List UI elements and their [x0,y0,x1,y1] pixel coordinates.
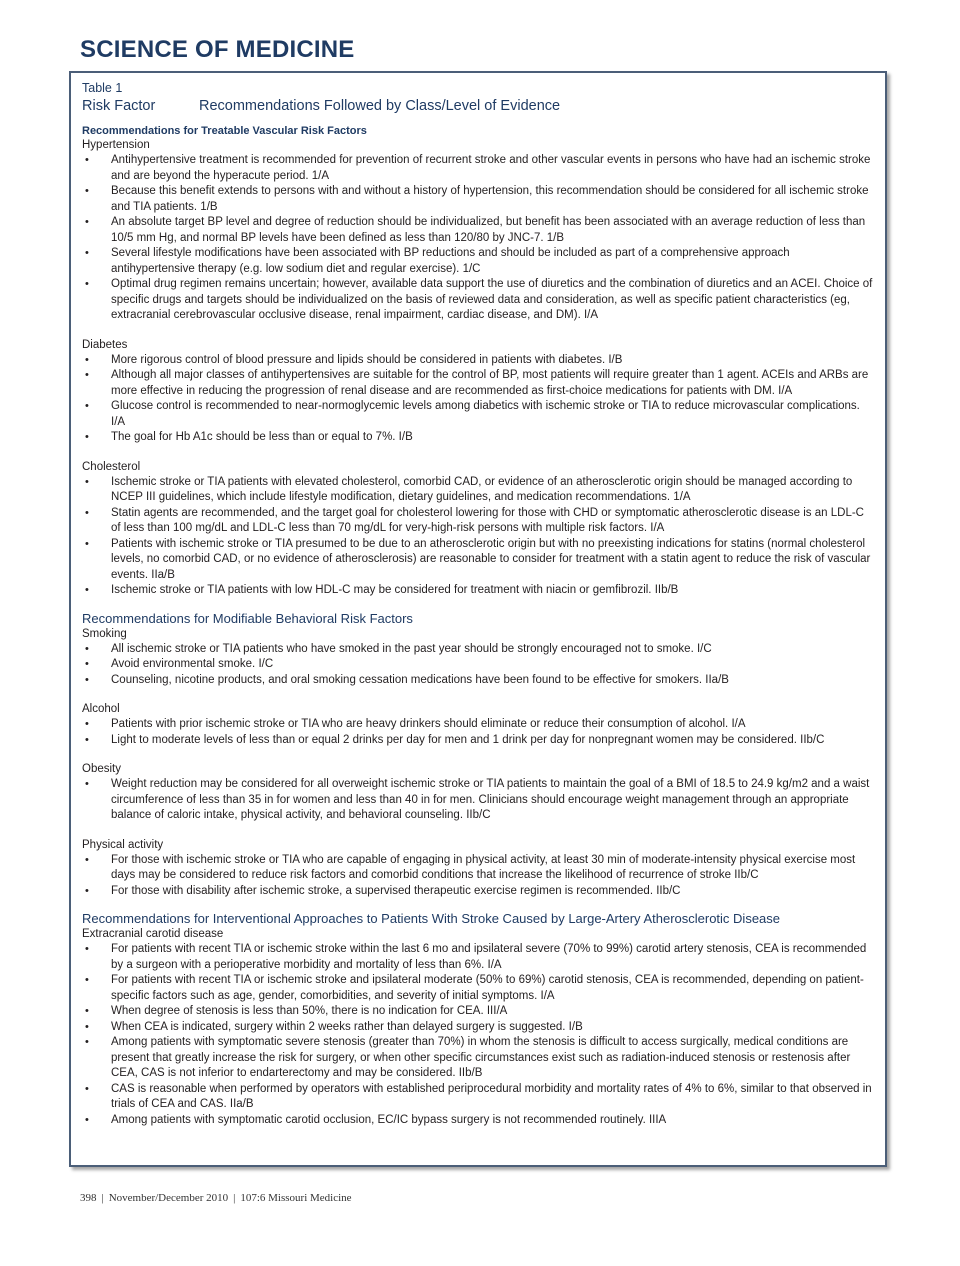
recommendation-list [82,353,875,446]
category-list [82,124,875,1128]
risk-factor-name: Obesity [82,763,121,775]
recommendation-item: • For those with disability after ischemic stroke, a supervised therapeutic exercise regimen is recommended. IIb/C [82,884,875,900]
risk-factor-group [82,460,875,599]
recommendation-item: • The goal for Hb A1c should be less than or equal to 7%. I/B [82,430,875,446]
recommendation-item: • Among patients with symptomatic carotid occlusion, EC/IC bypass surgery is not recommended routinely. IIIA [82,1113,875,1129]
recommendation-item: • Among patients with symptomatic severe stenosis (greater than 70%) in whom the stenosis is difficult to access surgically, medical conditions are present that greatly increase the risk for surgery, or when other specific circumstances exist such as radiation-induced stenosis or restenosis after CEA, CAS is not inferior to endarterectomy and may be considered. IIb/B [82,1035,875,1082]
recommendation-item: • Light to moderate levels of less than or equal 2 drinks per day for men and 1 drink per day for nonpregnant women may be considered. IIb/C [82,733,875,749]
risk-factor-name: Cholesterol [82,460,141,473]
recommendation-item: • When CEA is indicated, surgery within 2 weeks rather than delayed surgery is suggested. I/B [82,1020,875,1036]
recommendation-item: • Because this benefit extends to persons with and without a history of hypertension, this recommendation should be considered for all ischemic stroke and TIA patients. 1/B [82,184,875,215]
recommendation-item: • Optimal drug regimen remains uncertain; however, available data support the use of diuretics and the combination of diuretics and an ACEI. Choice of specific drugs and targets should be individualized on the basis of reviewed data and consideration, as well as specific patient characteristics (eg, extracranial cerebrovascular occlusive disease, renal impairment, cardiac disease, and DM). I/A [82,277,875,324]
recommendation-list [82,475,875,599]
risk-factor-name: Extracranial carotid disease [82,928,224,940]
recommendation-list [82,153,875,324]
risk-factor-name: Hypertension [82,139,150,151]
recommendation-item: • When degree of stenosis is less than 50%, there is no indication for CEA. III/A [82,1004,875,1020]
table-label: Table 1 [82,81,123,95]
recommendation-item: • Statin agents are recommended, and the target goal for cholesterol lowering for those with CHD or symptomatic atherosclerotic disease is an LDL-C of less than 100 mg/dL and LDL-C less than 70 mg/dL for very-high-risk persons with multiple risk factors. I/A [82,506,875,537]
recommendation-item: • All ischemic stroke or TIA patients who have smoked in the past year should be strongly encouraged not to smoke. I/C [82,642,875,658]
recommendation-item: • An absolute target BP level and degree of reduction should be individualized, but benefit has been associated with an average reduction of less than 10/5 mm Hg, and normal BP levels have been defined as less than 120/80 by JNC-7. 1/B [82,215,875,246]
recommendation-item: • Patients with ischemic stroke or TIA presumed to be due to an atherosclerotic origin but with no preexisting indications for statins (normal cholesterol levels, no comorbid CAD, or no evidence of atherosclerosis) are reasonable to consider for treatment with a statin agent to reduce the risk of vascular events. IIa/B [82,537,875,584]
footer-separator: | [101,1192,104,1204]
recommendation-item: • For patients with recent TIA or ischemic stroke within the last 6 mo and ipsilateral severe (70% to 99%) carotid artery stenosis, CEA is recommended by a surgeon with a perioperative morbidity and mortality of less than 6%. I/A [82,942,875,973]
recommendation-item: • More rigorous control of blood pressure and lipids should be considered in patients with diabetes. I/B [82,353,875,369]
category-heading: Recommendations for Interventional Approaches to Patients With Stroke Caused by Large-Artery Atherosclerotic Disease [82,911,781,926]
issue-date: November/December 2010 [108,1192,229,1204]
recommendation-list [82,942,875,1128]
risk-factor-group [82,838,875,900]
category-heading: Recommendations for Treatable Vascular Risk Factors [82,125,367,137]
recommendation-item: • Counseling, nicotine products, and oral smoking cessation medications have been found to be effective for smokers. IIa/B [82,673,875,689]
risk-factor-name: Physical activity [82,838,164,851]
column-header-recommendations: Recommendations Followed by Class/Level of Evidence [199,98,561,114]
recommendation-item: • Several lifestyle modifications have been associated with BP reductions and should be included as part of a comprehensive approach antihypertensive therapy (e.g. low sodium diet and regular exercise). 1/C [82,246,875,277]
recommendation-item: • Weight reduction may be considered for all overweight ischemic stroke or TIA patients to maintain the goal of a BMI of 18.5 to 24.9 kg/m2 and a waist circumference of less than 35 in for women and less than 40 in for men. Clinicians should encourage weight management through an appropriate balance of caloric intake, physical activity, and behavioral counseling. IIb/C [82,777,875,824]
risk-factor-name: Diabetes [82,338,128,351]
recommendation-item: • Antihypertensive treatment is recommended for prevention of recurrent stroke and other vascular events in persons who have had an ischemic stroke and are beyond the hyperacute period. 1/A [82,153,875,184]
recommendation-item: • Ischemic stroke or TIA patients with elevated cholesterol, comorbid CAD, or evidence of an atherosclerotic origin should be managed according to NCEP III guidelines, which include lifestyle modification, dietary guidelines, and medication recommendations. 1/A [82,475,875,506]
recommendation-item: • For patients with recent TIA or ischemic stroke and ipsilateral moderate (50% to 69%) carotid stenosis, CEA is recommended, depending on patient-specific factors such as age, gender, comorbidities, and severity of initial symptoms. I/A [82,973,875,1004]
risk-factor-group [82,702,875,748]
category-heading: Recommendations for Modifiable Behavioral Risk Factors [82,610,413,626]
recommendation-list [82,777,875,824]
footer-separator: | [233,1192,236,1204]
recommendation-item: • Ischemic stroke or TIA patients with low HDL-C may be considered for treatment with niacin or gemfibrozil. IIb/B [82,583,875,599]
page-number: 398 [80,1192,97,1204]
section-title: SCIENCE OF MEDICINE [80,36,355,63]
column-header-risk-factor: Risk Factor [82,98,156,114]
risk-factor-group [82,338,875,446]
risk-factor-group [82,138,875,324]
risk-factor-group [82,627,875,689]
recommendation-item: • For those with ischemic stroke or TIA who are capable of engaging in physical activity, at least 30 min of moderate-intensity physical exercise most days may be considered to reduce risk factors and comorbid conditions that increase the likelihood of recurrence of stroke IIb/C [82,853,875,884]
recommendation-item: • Although all major classes of antihypertensives are suitable for the control of BP, most patients will require greater than 1 agent. ACEIs and ARBs are more effective in reducing the progression of renal disease and are recommended as first-choice medications for patients with DM. I/A [82,368,875,399]
recommendation-list [82,853,875,900]
risk-factor-group [82,927,875,1128]
recommendation-list [82,717,875,748]
recommendations-table [69,71,887,1167]
page-footer [80,1192,352,1204]
risk-factor-name: Smoking [82,627,127,640]
risk-factor-name: Alcohol [82,703,120,715]
recommendation-item: • CAS is reasonable when performed by operators with established periprocedural morbidity and mortality rates of 4% to 6%, similar to that observed in trials of CEA and CAS. IIa/B [82,1082,875,1113]
risk-factor-group [82,762,875,824]
recommendation-list [82,642,875,689]
recommendation-item: • Avoid environmental smoke. I/C [82,657,875,673]
recommendation-item: • Glucose control is recommended to near-normoglycemic levels among diabetics with ischemic stroke or TIA to reduce microvascular complications. I/A [82,399,875,430]
journal-name: 107:6 Missouri Medicine [240,1192,352,1204]
recommendation-item: • Patients with prior ischemic stroke or TIA who are heavy drinkers should eliminate or reduce their consumption of alcohol. I/A [82,717,875,733]
table-header-row [82,96,875,116]
